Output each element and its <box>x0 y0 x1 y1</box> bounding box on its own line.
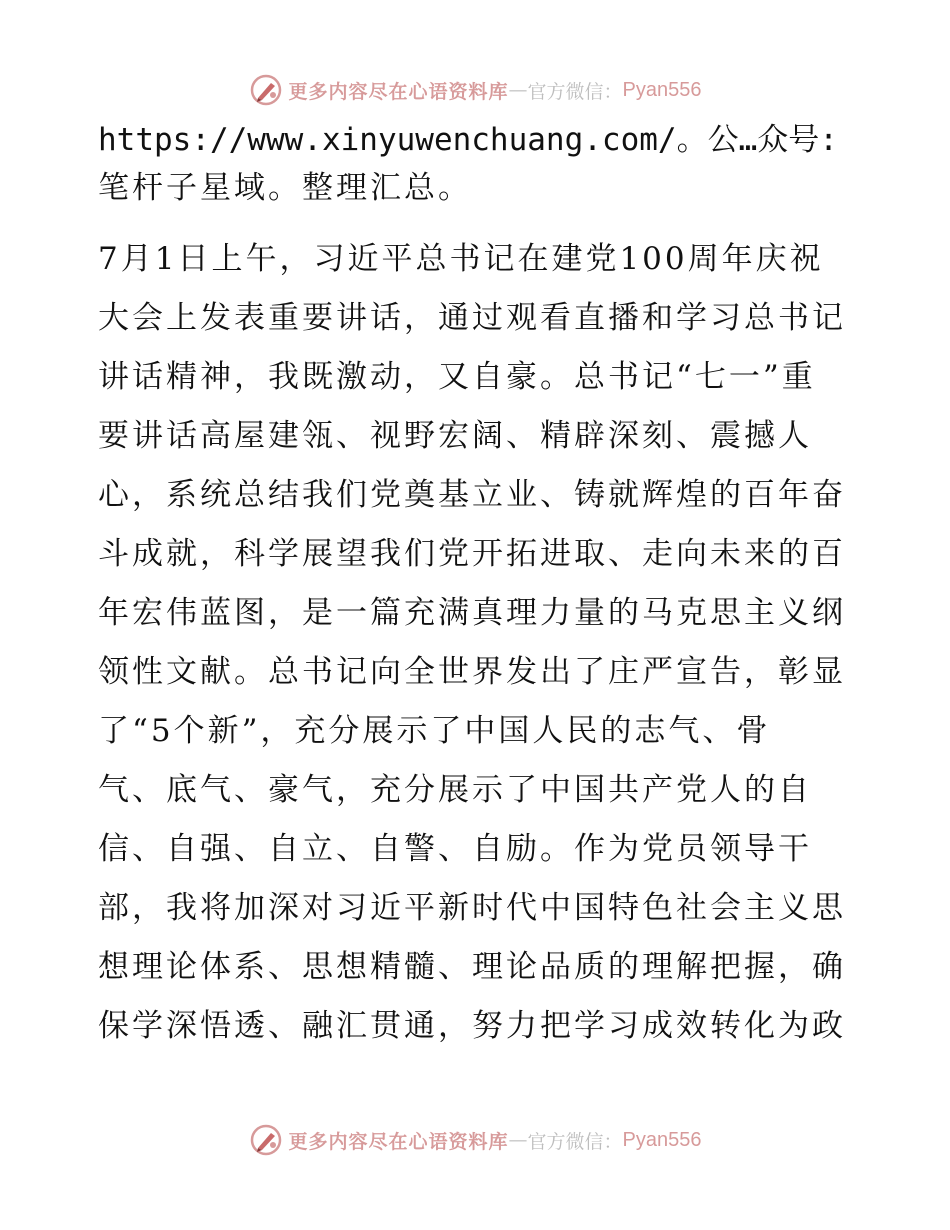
body-line: 领性文献。总书记向全世界发出了庄严宣告，彰显 <box>98 654 846 690</box>
pen-logo-icon <box>249 73 283 107</box>
watermark-wechat-label: 官方微信： <box>527 1130 623 1153</box>
body-line: 7月1日上午，习近平总书记在建党100周年庆祝 <box>98 241 824 277</box>
body-line: 年宏伟蓝图，是一篇充满真理力量的马克思主义纲 <box>98 595 846 631</box>
body-line: 想理论体系、思想精髓、理论品质的理解把握，确 <box>98 949 846 985</box>
body-line: 讲话精神，我既激动，又自豪。总书记“七一”重 <box>98 359 816 395</box>
body-line: 大会上发表重要讲话，通过观看直播和学习总书记 <box>98 300 846 336</box>
source-line-2: 笔杆子星域。整理汇总。 <box>98 170 472 206</box>
watermark-separator: — <box>508 1129 528 1151</box>
document-body <box>98 118 858 1056</box>
watermark-handle: Pyan556 <box>622 1128 702 1151</box>
body-line: 保学深悟透、融汇贯通，努力把学习成效转化为政 <box>98 1008 846 1044</box>
body-line: 斗成就，科学展望我们党开拓进取、走向未来的百 <box>98 536 846 572</box>
watermark-main-text: 更多内容尽在心语资料库 <box>288 1130 509 1153</box>
source-line-1: https://www.xinyuwenchuang.com/。公…众号: <box>98 122 838 158</box>
footer-watermark <box>0 1120 950 1160</box>
watermark-main-text: 更多内容尽在心语资料库 <box>288 80 509 103</box>
body-line: 了“5个新”，充分展示了中国人民的志气、骨 <box>98 713 771 749</box>
watermark-separator: — <box>508 79 528 101</box>
watermark-handle: Pyan556 <box>622 78 702 101</box>
watermark-wechat-label: 官方微信： <box>527 80 623 103</box>
body-line: 心，系统总结我们党奠基立业、铸就辉煌的百年奋 <box>98 477 846 513</box>
pen-logo-icon <box>249 1123 283 1157</box>
body-line: 信、自强、自立、自警、自励。作为党员领导干 <box>98 831 812 867</box>
body-line: 部，我将加深对习近平新时代中国特色社会主义思 <box>98 890 846 926</box>
header-watermark <box>0 70 950 110</box>
body-line: 气、底气、豪气，充分展示了中国共产党人的自 <box>98 772 812 808</box>
body-line: 要讲话高屋建瓴、视野宏阔、精辟深刻、震撼人 <box>98 418 812 454</box>
